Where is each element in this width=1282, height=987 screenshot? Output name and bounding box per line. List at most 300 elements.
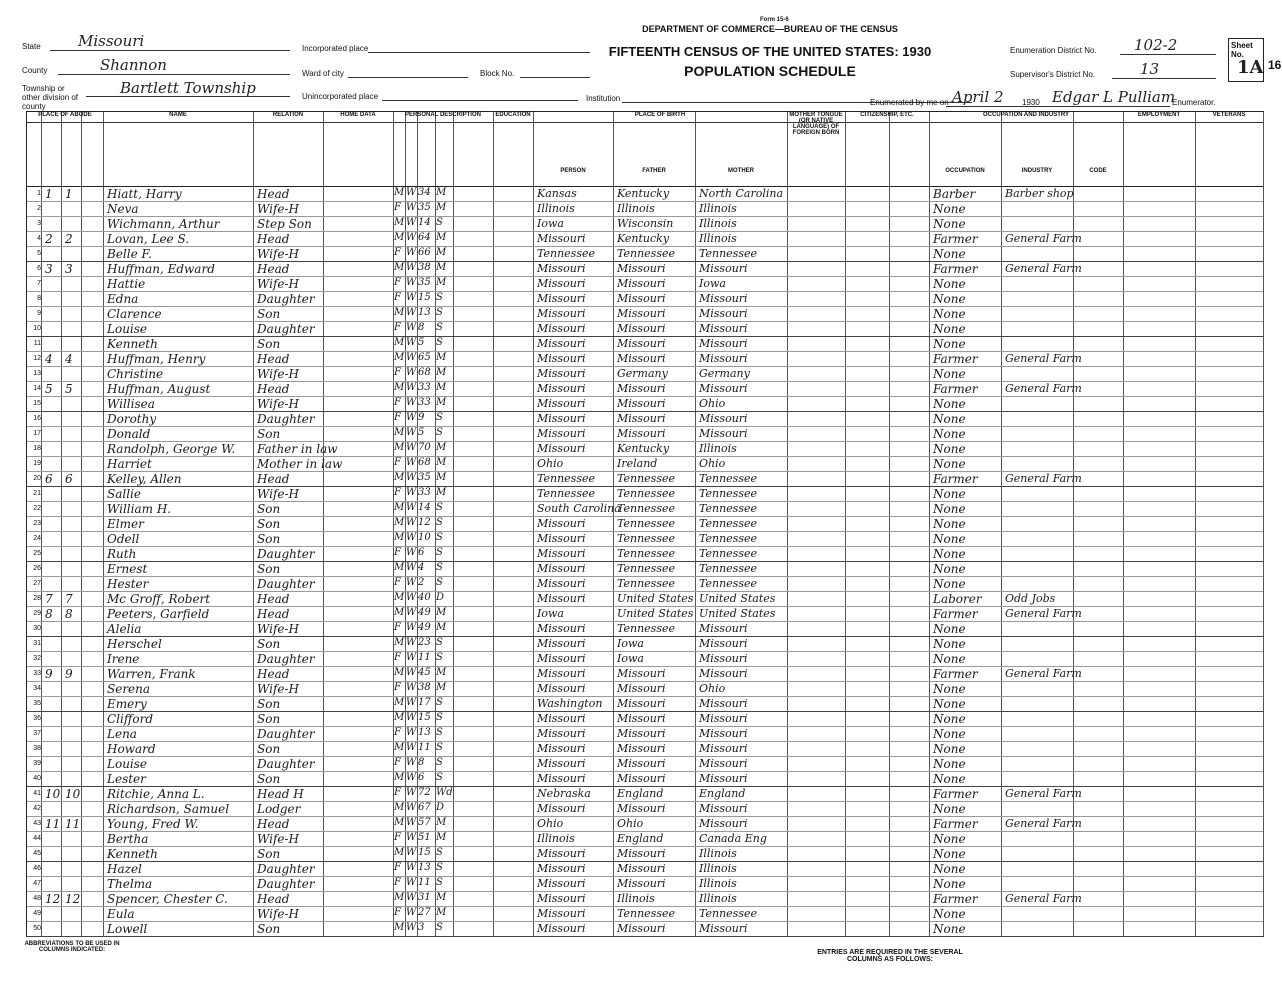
- cell-name: Elmer: [107, 517, 144, 531]
- cell-age: 38: [418, 262, 431, 273]
- cell-ind: General Farm: [1005, 817, 1082, 830]
- cell-n: 30: [33, 625, 41, 632]
- cell-occ: None: [933, 877, 966, 891]
- cell-rel: Head: [257, 187, 290, 201]
- cell-father: Missouri: [617, 262, 666, 275]
- cell-sex: F: [394, 292, 401, 303]
- cell-father: Tennessee: [617, 517, 675, 530]
- cell-name: Willisea: [107, 397, 155, 411]
- cell-mother: Iowa: [699, 277, 726, 290]
- cell-person: Missouri: [537, 757, 586, 770]
- cell-name: Huffman, August: [107, 382, 211, 396]
- cell-name: Louise: [107, 322, 148, 336]
- cell-ind: General Farm: [1005, 667, 1082, 680]
- population-table: [26, 111, 1264, 937]
- cell-mother: Missouri: [699, 802, 748, 815]
- cell-age: 64: [418, 232, 431, 243]
- cell-mother: Missouri: [699, 262, 748, 275]
- enumerated-label: Enumerated by me on: [870, 98, 949, 107]
- cell-age: 6: [418, 547, 425, 558]
- cell-rel: Son: [257, 697, 281, 711]
- cell-age: 4: [418, 562, 425, 573]
- cell-n: 47: [33, 880, 41, 887]
- cell-occ: Farmer: [933, 472, 978, 486]
- cell-age: 70: [418, 442, 431, 453]
- cell-occ: None: [933, 442, 966, 456]
- cell-n: 16: [33, 415, 41, 422]
- cell-rel: Head: [257, 607, 290, 621]
- county-label: County: [22, 66, 48, 75]
- cell-n: 26: [33, 565, 41, 572]
- enum-district-value: 102-2: [1134, 36, 1178, 54]
- cell-race: W: [406, 757, 417, 768]
- cell-father: Missouri: [617, 427, 666, 440]
- cell-dw: 10: [45, 787, 61, 801]
- cell-mother: Illinois: [699, 862, 737, 875]
- cell-occ: None: [933, 727, 966, 741]
- cell-mar: S: [436, 427, 443, 438]
- cell-age: 33: [418, 487, 431, 498]
- cell-mother: Tennessee: [699, 547, 757, 560]
- ward-label: Ward of city: [302, 69, 344, 78]
- cell-sex: F: [394, 727, 401, 738]
- cell-sex: F: [394, 367, 401, 378]
- cell-father: Tennessee: [617, 622, 675, 635]
- cell-occ: None: [933, 367, 966, 381]
- cell-mar: S: [436, 772, 443, 783]
- cell-n: 40: [33, 775, 41, 782]
- cell-name: Lena: [107, 727, 137, 741]
- cell-fam: 12: [65, 892, 81, 906]
- cell-n: 17: [33, 430, 41, 437]
- cell-dw: 1: [45, 187, 53, 201]
- cell-age: 5: [418, 427, 425, 438]
- cell-ind: Barber shop: [1005, 187, 1074, 200]
- cell-name: Eula: [107, 907, 135, 921]
- cell-rel: Daughter: [257, 292, 315, 306]
- enum-year: 1930: [1022, 98, 1040, 107]
- cell-sex: M: [394, 607, 405, 618]
- cell-mar: S: [436, 307, 443, 318]
- cell-mother: North Carolina: [699, 187, 784, 200]
- sub-heading-code: CODE: [1089, 168, 1107, 174]
- cell-name: Bertha: [107, 832, 149, 846]
- cell-occ: None: [933, 577, 966, 591]
- column-divider: [323, 112, 324, 936]
- cell-sex: M: [394, 712, 405, 723]
- cell-person: Missouri: [537, 427, 586, 440]
- cell-mother: Missouri: [699, 337, 748, 350]
- cell-rel: Head: [257, 892, 290, 906]
- cell-sex: F: [394, 397, 401, 408]
- cell-name: Ritchie, Anna L.: [107, 787, 205, 801]
- state-value: Missouri: [78, 32, 145, 50]
- cell-sex: F: [394, 412, 401, 423]
- cell-mother: Tennessee: [699, 577, 757, 590]
- cell-father: Missouri: [617, 922, 666, 935]
- cell-father: Tennessee: [617, 502, 675, 515]
- cell-sex: M: [394, 442, 405, 453]
- cell-age: 11: [418, 652, 431, 663]
- cell-name: Herschel: [107, 637, 162, 651]
- cell-race: W: [406, 187, 417, 198]
- cell-fam: 2: [65, 232, 73, 246]
- cell-race: W: [406, 262, 417, 273]
- column-divider: [1001, 112, 1002, 936]
- cell-n: 20: [33, 475, 41, 482]
- cell-dw: 3: [45, 262, 53, 276]
- cell-race: W: [406, 547, 417, 558]
- cell-occ: None: [933, 757, 966, 771]
- cell-name: Young, Fred W.: [107, 817, 199, 831]
- cell-race: W: [406, 592, 417, 603]
- cell-person: Missouri: [537, 352, 586, 365]
- cell-name: William H.: [107, 502, 172, 516]
- cell-mar: M: [436, 397, 447, 408]
- group-heading: EMPLOYMENT: [1123, 112, 1195, 123]
- cell-fam: 9: [65, 667, 73, 681]
- cell-n: 22: [33, 505, 41, 512]
- cell-name: Kelley, Allen: [107, 472, 182, 486]
- cell-age: 8: [418, 322, 425, 333]
- cell-person: Missouri: [537, 922, 586, 935]
- schedule-title: POPULATION SCHEDULE: [684, 63, 856, 79]
- cell-fam: 7: [65, 592, 73, 606]
- cell-occ: None: [933, 517, 966, 531]
- cell-mar: M: [436, 277, 447, 288]
- group-heading: PERSONAL DESCRIPTION: [393, 112, 493, 123]
- cell-mar: M: [436, 907, 447, 918]
- cell-mother: Missouri: [699, 697, 748, 710]
- cell-n: 5: [37, 250, 41, 257]
- cell-father: Missouri: [617, 772, 666, 785]
- cell-mother: Illinois: [699, 232, 737, 245]
- cell-rel: Head: [257, 472, 290, 486]
- cell-rel: Head: [257, 262, 290, 276]
- cell-father: Illinois: [617, 892, 655, 905]
- cell-mar: S: [436, 217, 443, 228]
- cell-n: 23: [33, 520, 41, 527]
- cell-father: Tennessee: [617, 487, 675, 500]
- cell-age: 68: [418, 367, 431, 378]
- cell-sex: F: [394, 622, 401, 633]
- cell-father: Missouri: [617, 802, 666, 815]
- cell-person: Tennessee: [537, 472, 595, 485]
- cell-mother: Canada Eng: [699, 832, 767, 845]
- cell-name: Louise: [107, 757, 148, 771]
- cell-father: Missouri: [617, 757, 666, 770]
- cell-age: 15: [418, 712, 431, 723]
- column-divider: [613, 112, 614, 936]
- cell-rel: Father in law: [257, 442, 338, 456]
- cell-mother: Ohio: [699, 682, 726, 695]
- cell-person: Missouri: [537, 307, 586, 320]
- cell-father: Missouri: [617, 412, 666, 425]
- cell-dw: 9: [45, 667, 53, 681]
- cell-age: 3: [418, 922, 425, 933]
- cell-race: W: [406, 697, 417, 708]
- column-divider: [929, 112, 930, 936]
- cell-age: 14: [418, 502, 431, 513]
- cell-mar: M: [436, 262, 447, 273]
- cell-rel: Son: [257, 847, 281, 861]
- cell-n: 50: [33, 925, 41, 932]
- cell-race: W: [406, 802, 417, 813]
- cell-mar: M: [436, 817, 447, 828]
- cell-rel: Son: [257, 307, 281, 321]
- cell-person: Missouri: [537, 442, 586, 455]
- cell-age: 45: [418, 667, 431, 678]
- cell-mar: S: [436, 862, 443, 873]
- cell-occ: Farmer: [933, 787, 978, 801]
- cell-sex: F: [394, 577, 401, 588]
- cell-person: Kansas: [537, 187, 577, 200]
- cell-father: Missouri: [617, 337, 666, 350]
- cell-age: 72: [418, 787, 431, 798]
- cell-race: W: [406, 457, 417, 468]
- cell-n: 12: [33, 355, 41, 362]
- cell-n: 14: [33, 385, 41, 392]
- column-divider: [253, 112, 254, 936]
- cell-race: W: [406, 877, 417, 888]
- cell-mar: M: [436, 472, 447, 483]
- cell-n: 24: [33, 535, 41, 542]
- cell-name: Ruth: [107, 547, 137, 561]
- county-value: Shannon: [100, 56, 167, 74]
- cell-rel: Mother in law: [257, 457, 343, 471]
- cell-dw: 6: [45, 472, 53, 486]
- sub-heading-father: FATHER: [642, 168, 666, 174]
- cell-sex: M: [394, 187, 405, 198]
- cell-occ: None: [933, 427, 966, 441]
- state-underline: [50, 50, 290, 51]
- cell-person: Missouri: [537, 397, 586, 410]
- column-divider: [81, 112, 82, 936]
- cell-mother: Missouri: [699, 667, 748, 680]
- cell-name: Alelia: [107, 622, 142, 636]
- cell-mother: Illinois: [699, 202, 737, 215]
- cell-mother: Illinois: [699, 847, 737, 860]
- cell-father: Missouri: [617, 742, 666, 755]
- cell-mar: S: [436, 757, 443, 768]
- cell-mar: S: [436, 517, 443, 528]
- cell-rel: Head: [257, 382, 290, 396]
- cell-person: Missouri: [537, 532, 586, 545]
- cell-mother: Missouri: [699, 322, 748, 335]
- cell-person: Missouri: [537, 862, 586, 875]
- cell-sex: F: [394, 202, 401, 213]
- cell-race: W: [406, 352, 417, 363]
- cell-sex: M: [394, 742, 405, 753]
- cell-name: Randolph, George W.: [107, 442, 236, 456]
- cell-name: Kenneth: [107, 847, 158, 861]
- column-divider: [103, 112, 104, 936]
- cell-mother: Illinois: [699, 217, 737, 230]
- cell-person: Missouri: [537, 412, 586, 425]
- cell-age: 68: [418, 457, 431, 468]
- cell-father: Ohio: [617, 817, 644, 830]
- cell-father: England: [617, 832, 664, 845]
- cell-person: Missouri: [537, 322, 586, 335]
- cell-name: Hazel: [107, 862, 142, 876]
- cell-mother: Ohio: [699, 457, 726, 470]
- cell-race: W: [406, 307, 417, 318]
- institution-label: Institution: [586, 94, 621, 103]
- cell-sex: F: [394, 787, 401, 798]
- cell-mother: Ohio: [699, 397, 726, 410]
- cell-occ: Farmer: [933, 262, 978, 276]
- cell-sex: F: [394, 247, 401, 258]
- cell-n: 42: [33, 805, 41, 812]
- cell-mother: Germany: [699, 367, 750, 380]
- cell-mar: M: [436, 442, 447, 453]
- cell-rel: Head: [257, 232, 290, 246]
- cell-sex: M: [394, 922, 405, 933]
- cell-mar: S: [436, 412, 443, 423]
- cell-mar: S: [436, 712, 443, 723]
- cell-n: 33: [33, 670, 41, 677]
- cell-father: Tennessee: [617, 562, 675, 575]
- cell-sex: M: [394, 562, 405, 573]
- cell-ind: General Farm: [1005, 262, 1082, 275]
- cell-name: Howard: [107, 742, 156, 756]
- cell-n: 2: [37, 205, 41, 212]
- cell-mar: M: [436, 607, 447, 618]
- cell-mother: Missouri: [699, 352, 748, 365]
- cell-father: Missouri: [617, 697, 666, 710]
- cell-n: 29: [33, 610, 41, 617]
- sheet-label: Sheet No.: [1231, 41, 1253, 59]
- cell-father: Missouri: [617, 712, 666, 725]
- cell-person: Iowa: [537, 217, 564, 230]
- cell-mar: S: [436, 727, 443, 738]
- cell-mar: S: [436, 337, 443, 348]
- cell-mother: Missouri: [699, 412, 748, 425]
- cell-father: Iowa: [617, 637, 644, 650]
- cell-name: Odell: [107, 532, 140, 546]
- cell-father: United States: [617, 607, 694, 620]
- row-divider: [27, 636, 1263, 637]
- cell-age: 13: [418, 727, 431, 738]
- cell-sex: F: [394, 907, 401, 918]
- cell-rel: Wife-H: [257, 622, 300, 636]
- cell-rel: Son: [257, 427, 281, 441]
- cell-age: 10: [418, 532, 431, 543]
- cell-person: Missouri: [537, 292, 586, 305]
- cell-rel: Son: [257, 922, 281, 936]
- cell-occ: None: [933, 562, 966, 576]
- cell-mother: Missouri: [699, 922, 748, 935]
- cell-n: 44: [33, 835, 41, 842]
- cell-n: 19: [33, 460, 41, 467]
- sub-heading-mother: MOTHER: [728, 168, 754, 174]
- form-number: Form 15-6: [760, 17, 789, 23]
- cell-person: Missouri: [537, 277, 586, 290]
- cell-sex: M: [394, 382, 405, 393]
- cell-age: 66: [418, 247, 431, 258]
- cell-race: W: [406, 337, 417, 348]
- incorporated-label: Incorporated place: [302, 44, 369, 53]
- cell-rel: Wife-H: [257, 487, 300, 501]
- cell-rel: Daughter: [257, 577, 315, 591]
- cell-name: Edna: [107, 292, 139, 306]
- cell-n: 41: [33, 790, 41, 797]
- cell-n: 25: [33, 550, 41, 557]
- cell-race: W: [406, 487, 417, 498]
- cell-ind: General Farm: [1005, 787, 1082, 800]
- column-divider: [1123, 112, 1124, 936]
- cell-sex: F: [394, 457, 401, 468]
- cell-sex: F: [394, 277, 401, 288]
- cell-father: Missouri: [617, 277, 666, 290]
- cell-occ: None: [933, 322, 966, 336]
- cell-name: Kenneth: [107, 337, 158, 351]
- cell-sex: M: [394, 637, 405, 648]
- sub-heading-occupation: OCCUPATION: [945, 168, 985, 174]
- cell-race: W: [406, 922, 417, 933]
- cell-name: Harriet: [107, 457, 152, 471]
- cell-occ: None: [933, 487, 966, 501]
- cell-age: 14: [418, 217, 431, 228]
- cell-fam: 3: [65, 262, 73, 276]
- cell-sex: M: [394, 217, 405, 228]
- cell-age: 35: [418, 472, 431, 483]
- cell-mar: S: [436, 697, 443, 708]
- state-label: State: [22, 42, 41, 51]
- enumerator-label: Enumerator.: [1172, 98, 1216, 107]
- cell-father: Kentucky: [617, 442, 670, 455]
- cell-rel: Son: [257, 337, 281, 351]
- row-divider: [27, 651, 1263, 652]
- cell-person: Missouri: [537, 667, 586, 680]
- cell-person: Missouri: [537, 232, 586, 245]
- cell-mar: D: [436, 802, 445, 813]
- county-underline: [58, 74, 290, 75]
- cell-rel: Head: [257, 667, 290, 681]
- cell-father: Illinois: [617, 202, 655, 215]
- cell-person: Missouri: [537, 907, 586, 920]
- cell-occ: Laborer: [933, 592, 982, 606]
- cell-father: Missouri: [617, 682, 666, 695]
- group-heading: MOTHER TONGUE (OR NATIVE LANGUAGE) OF FOREIGN BORN: [787, 112, 845, 123]
- cell-fam: 8: [65, 607, 73, 621]
- cell-occ: None: [933, 712, 966, 726]
- cell-age: 13: [418, 862, 431, 873]
- cell-n: 3: [37, 220, 41, 227]
- cell-mar: S: [436, 637, 443, 648]
- cell-occ: None: [933, 202, 966, 216]
- cell-occ: None: [933, 457, 966, 471]
- cell-age: 8: [418, 757, 425, 768]
- cell-race: W: [406, 472, 417, 483]
- cell-occ: None: [933, 217, 966, 231]
- cell-dw: 8: [45, 607, 53, 621]
- cell-person: Iowa: [537, 607, 564, 620]
- column-divider: [1263, 112, 1264, 936]
- cell-n: 1: [37, 190, 41, 197]
- cell-occ: None: [933, 802, 966, 816]
- cell-father: Tennessee: [617, 472, 675, 485]
- cell-mar: S: [436, 547, 443, 558]
- group-heading: RELATION: [253, 112, 323, 123]
- cell-dw: 11: [45, 817, 61, 831]
- cell-mar: S: [436, 292, 443, 303]
- enumerator-name: Edgar L Pulliam: [1052, 88, 1176, 106]
- cell-father: Missouri: [617, 862, 666, 875]
- cell-occ: None: [933, 907, 966, 921]
- group-heading: PLACE OF ABODE: [27, 112, 103, 123]
- cell-occ: None: [933, 862, 966, 876]
